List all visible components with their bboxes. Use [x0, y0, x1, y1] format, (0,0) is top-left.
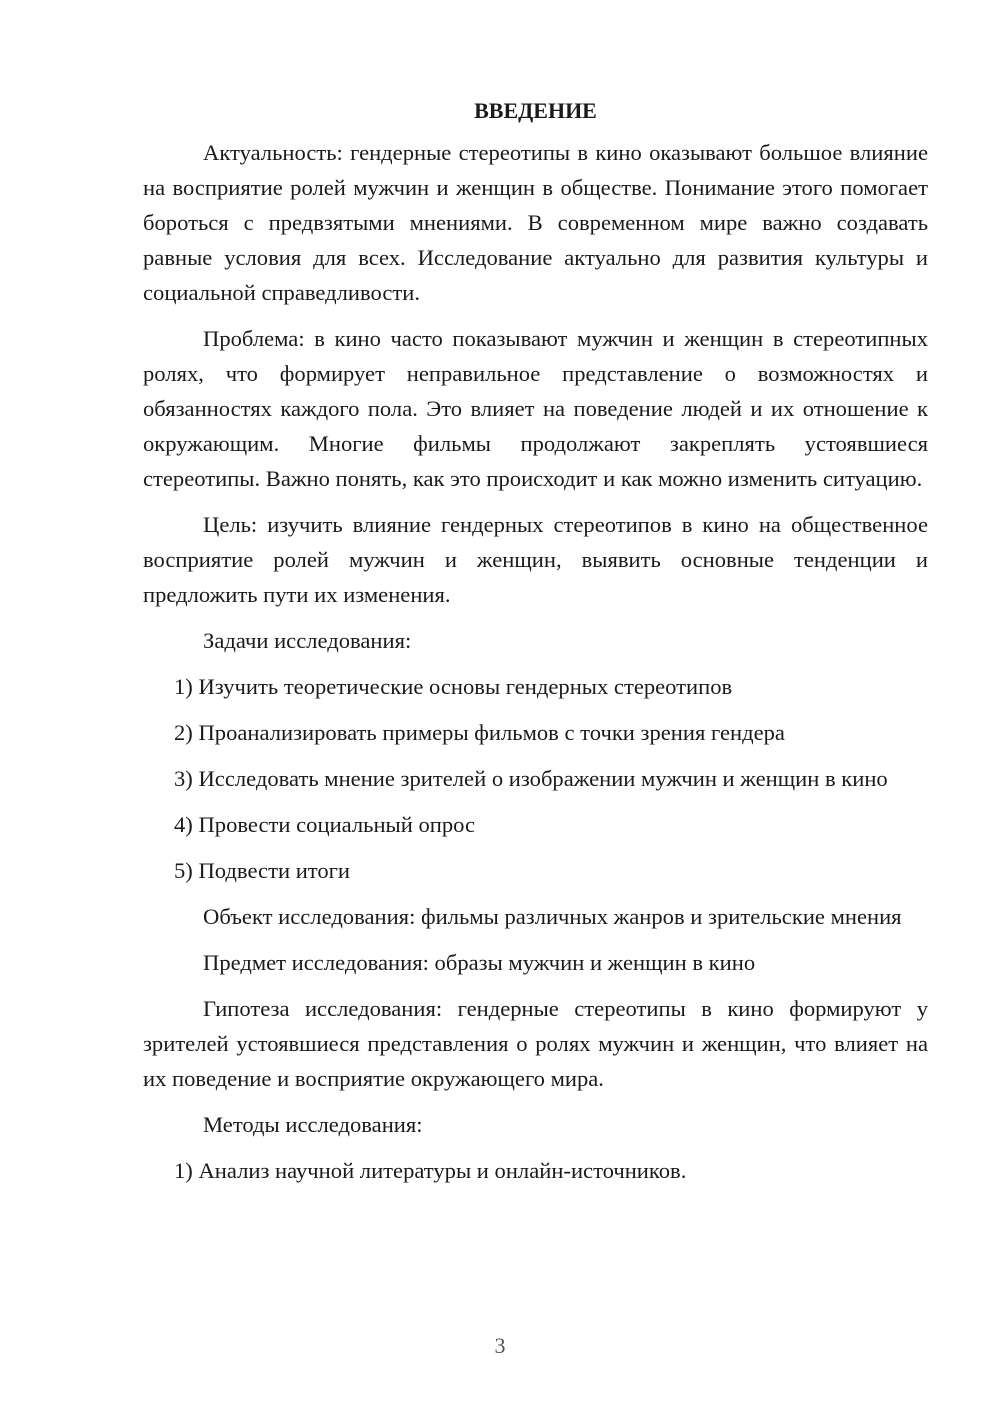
- object-paragraph: Объект исследования: фильмы различных жанров и зрительские мнения: [203, 904, 902, 929]
- subject-paragraph: Предмет исследования: образы мужчин и женщин в кино: [203, 950, 756, 975]
- relevance-paragraph: Актуальность: гендерные стереотипы в кино оказывают большое влияние на восприятие ролей мужчин и женщин в обществе. Понимание этого помогает бороться с предвзятыми мнениями. В современном мире важно создавать равные условия для всех. Исследование актуально для развития культуры и социальной справедливости.: [143, 140, 928, 305]
- hypothesis-paragraph: Гипотеза исследования: гендерные стереотипы в кино формируют у зрителей устоявшиеся представления о ролях мужчин и женщин, что влияет на их поведение и восприятие окружающего мира.: [143, 996, 928, 1091]
- methods-heading: Методы исследования:: [203, 1112, 423, 1137]
- method-item: 1) Анализ научной литературы и онлайн-источников.: [174, 1158, 687, 1183]
- problem-paragraph: Проблема: в кино часто показывают мужчин и женщин в стереотипных ролях, что формирует неправильное представление о возможностях и обязанностях каждого пола. Это влияет на поведение людей и их отношение к окружающим. Многие фильмы продолжают закреплять устоявшиеся стереотипы. Важно понять, как это происходит и как можно изменить ситуацию.: [143, 326, 928, 491]
- task-item: 3) Исследовать мнение зрителей о изображении мужчин и женщин в кино: [174, 766, 888, 791]
- section-title: ВВЕДЕНИЕ: [474, 98, 597, 123]
- tasks-heading: Задачи исследования:: [203, 628, 412, 653]
- task-item: 5) Подвести итоги: [174, 858, 351, 883]
- task-item: 4) Провести социальный опрос: [174, 812, 476, 837]
- task-item: 1) Изучить теоретические основы гендерных стереотипов: [174, 674, 733, 699]
- task-item: 2) Проанализировать примеры фильмов с точки зрения гендера: [174, 720, 785, 745]
- page-number: 3: [494, 1333, 506, 1358]
- document-page: [143, 96, 928, 1199]
- goal-paragraph: Цель: изучить влияние гендерных стереотипов в кино на общественное восприятие ролей мужчин и женщин, выявить основные тенденции и предложить пути их изменения.: [143, 512, 928, 607]
